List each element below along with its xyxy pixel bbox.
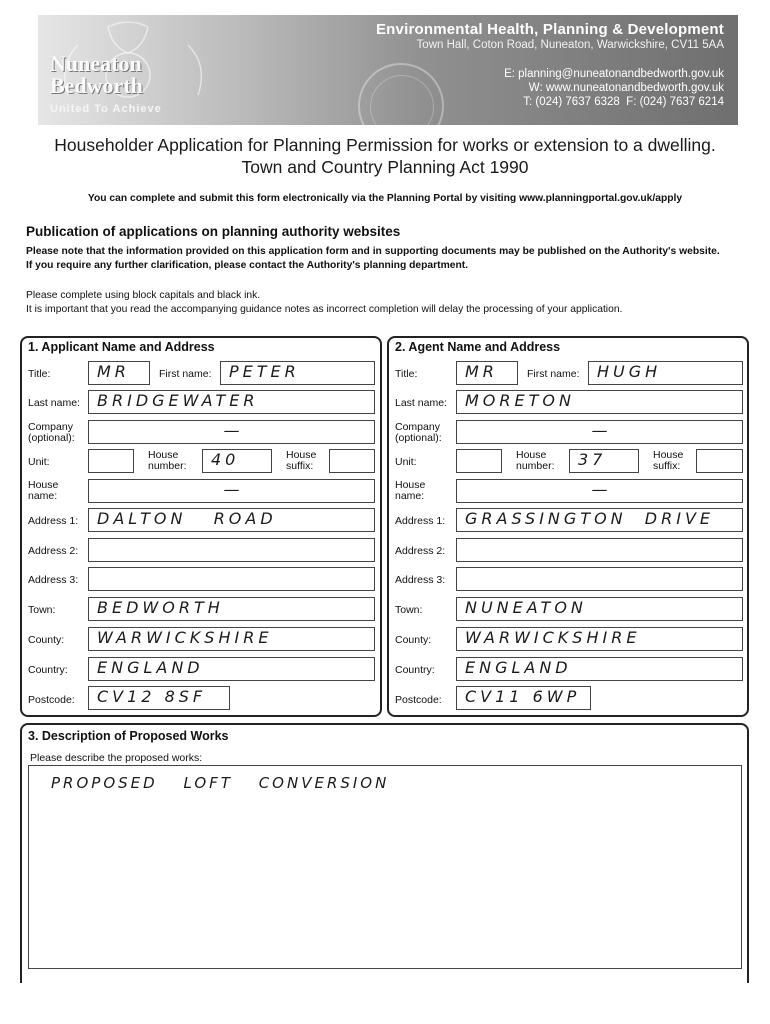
- council-crest: [38, 15, 218, 125]
- agent-last-name-field[interactable]: MORETON: [456, 390, 743, 414]
- applicant-title-field[interactable]: MR: [88, 361, 150, 385]
- label-address3: Address 3:: [395, 574, 446, 586]
- agent-postcode-field[interactable]: CV11 6WP: [456, 686, 591, 710]
- label-last-name: Last name:: [395, 397, 447, 409]
- agent-title-field[interactable]: MR: [456, 361, 518, 385]
- label-address2: Address 2:: [28, 545, 79, 557]
- agent-country-field[interactable]: ENGLAND: [456, 657, 743, 681]
- applicant-country-field[interactable]: ENGLAND: [88, 657, 375, 681]
- label-title: Title:: [395, 368, 418, 380]
- applicant-first-name-field[interactable]: PETER: [220, 361, 375, 385]
- agent-house-number-field[interactable]: 37: [569, 449, 639, 473]
- publication-heading: Publication of applications on planning authority websites: [26, 224, 401, 239]
- label-house-name: House name:: [28, 479, 59, 502]
- works-section: [20, 723, 749, 983]
- applicant-address1-field[interactable]: DALTON ROAD: [88, 508, 375, 532]
- header-banner: [38, 15, 738, 125]
- agent-house-name-field[interactable]: —: [456, 479, 743, 503]
- applicant-last-name-field[interactable]: BRIDGEWATER: [88, 390, 375, 414]
- agent-heading: 2. Agent Name and Address: [395, 340, 561, 354]
- council-name: Nuneaton Bedworth: [50, 51, 143, 98]
- label-house-suffix: House suffix:: [286, 449, 317, 472]
- contact-email: E: planning@nuneatonandbedworth.gov.uk: [504, 68, 724, 80]
- label-unit: Unit:: [28, 456, 50, 468]
- label-address3: Address 3:: [28, 574, 79, 586]
- applicant-company-field[interactable]: —: [88, 420, 375, 444]
- applicant-heading: 1. Applicant Name and Address: [28, 340, 215, 354]
- applicant-postcode-field[interactable]: CV12 8SF: [88, 686, 230, 710]
- label-unit: Unit:: [395, 456, 417, 468]
- applicant-house-number-field[interactable]: 40: [202, 449, 272, 473]
- department-address: Town Hall, Coton Road, Nuneaton, Warwickshire, CV11 5AA: [416, 39, 724, 51]
- label-title: Title:: [28, 368, 51, 380]
- label-country: Country:: [395, 664, 435, 676]
- label-town: Town:: [28, 604, 56, 616]
- label-country: Country:: [28, 664, 68, 676]
- label-county: County:: [395, 634, 432, 646]
- applicant-town-field[interactable]: BEDWORTH: [88, 597, 375, 621]
- applicant-county-field[interactable]: WARWICKSHIRE: [88, 627, 375, 651]
- label-house-number: House number:: [148, 449, 187, 472]
- works-heading: 3. Description of Proposed Works: [28, 729, 229, 743]
- label-address1: Address 1:: [28, 515, 79, 527]
- applicant-section: [20, 336, 382, 717]
- agent-address2-field[interactable]: [456, 538, 743, 562]
- publication-text: Please note that the information provided on this application form and in supporting documents may be published on the Authority's website. If you require any further clarification, please contact the Authority's planning department.: [26, 246, 720, 271]
- agent-county-field[interactable]: WARWICKSHIRE: [456, 627, 743, 651]
- council-motto: United To Achieve: [50, 103, 162, 115]
- department-name: Environmental Health, Planning & Development: [375, 21, 724, 38]
- applicant-unit-field[interactable]: [88, 449, 134, 473]
- applicant-address2-field[interactable]: [88, 538, 375, 562]
- portal-note: You can complete and submit this form electronically via the Planning Portal by visiting www.planningportal.gov.uk/apply: [87, 193, 683, 204]
- label-first-name: First name:: [527, 368, 580, 380]
- banner-contact-block: [376, 21, 724, 109]
- contact-web: W: www.nuneatonandbedworth.gov.uk: [528, 82, 724, 94]
- applicant-address3-field[interactable]: [88, 567, 375, 591]
- applicant-house-suffix-field[interactable]: [329, 449, 375, 473]
- label-postcode: Postcode:: [395, 694, 442, 706]
- label-first-name: First name:: [159, 368, 212, 380]
- instructions: Please complete using block capitals and black ink. It is important that you read the accompanying guidance notes as incorrect completion will delay the processing of your application.: [26, 290, 623, 315]
- label-company: Company (optional):: [395, 421, 442, 444]
- label-house-suffix: House suffix:: [653, 449, 684, 472]
- label-house-name: House name:: [395, 479, 426, 502]
- works-description-field[interactable]: PROPOSED LOFT CONVERSION: [28, 765, 742, 969]
- form-title: Householder Application for Planning Permission for works or extension to a dwelling.: [54, 135, 716, 155]
- label-postcode: Postcode:: [28, 694, 75, 706]
- works-prompt: Please describe the proposed works:: [30, 752, 203, 764]
- contact-phone: T: (024) 7637 6328: [523, 96, 620, 108]
- agent-town-field[interactable]: NUNEATON: [456, 597, 743, 621]
- label-last-name: Last name:: [28, 397, 80, 409]
- applicant-house-name-field[interactable]: —: [88, 479, 375, 503]
- agent-section: [387, 336, 749, 717]
- form-subtitle: Town and Country Planning Act 1990: [241, 157, 529, 177]
- label-company: Company (optional):: [28, 421, 75, 444]
- agent-first-name-field[interactable]: HUGH: [588, 361, 743, 385]
- label-address1: Address 1:: [395, 515, 446, 527]
- agent-address3-field[interactable]: [456, 567, 743, 591]
- label-county: County:: [28, 634, 65, 646]
- agent-company-field[interactable]: —: [456, 420, 743, 444]
- agent-unit-field[interactable]: [456, 449, 502, 473]
- label-house-number: House number:: [516, 449, 555, 472]
- contact-fax: F: (024) 7637 6214: [626, 96, 724, 108]
- agent-house-suffix-field[interactable]: [696, 449, 743, 473]
- label-address2: Address 2:: [395, 545, 446, 557]
- label-town: Town:: [395, 604, 423, 616]
- agent-address1-field[interactable]: GRASSINGTON DRIVE: [456, 508, 743, 532]
